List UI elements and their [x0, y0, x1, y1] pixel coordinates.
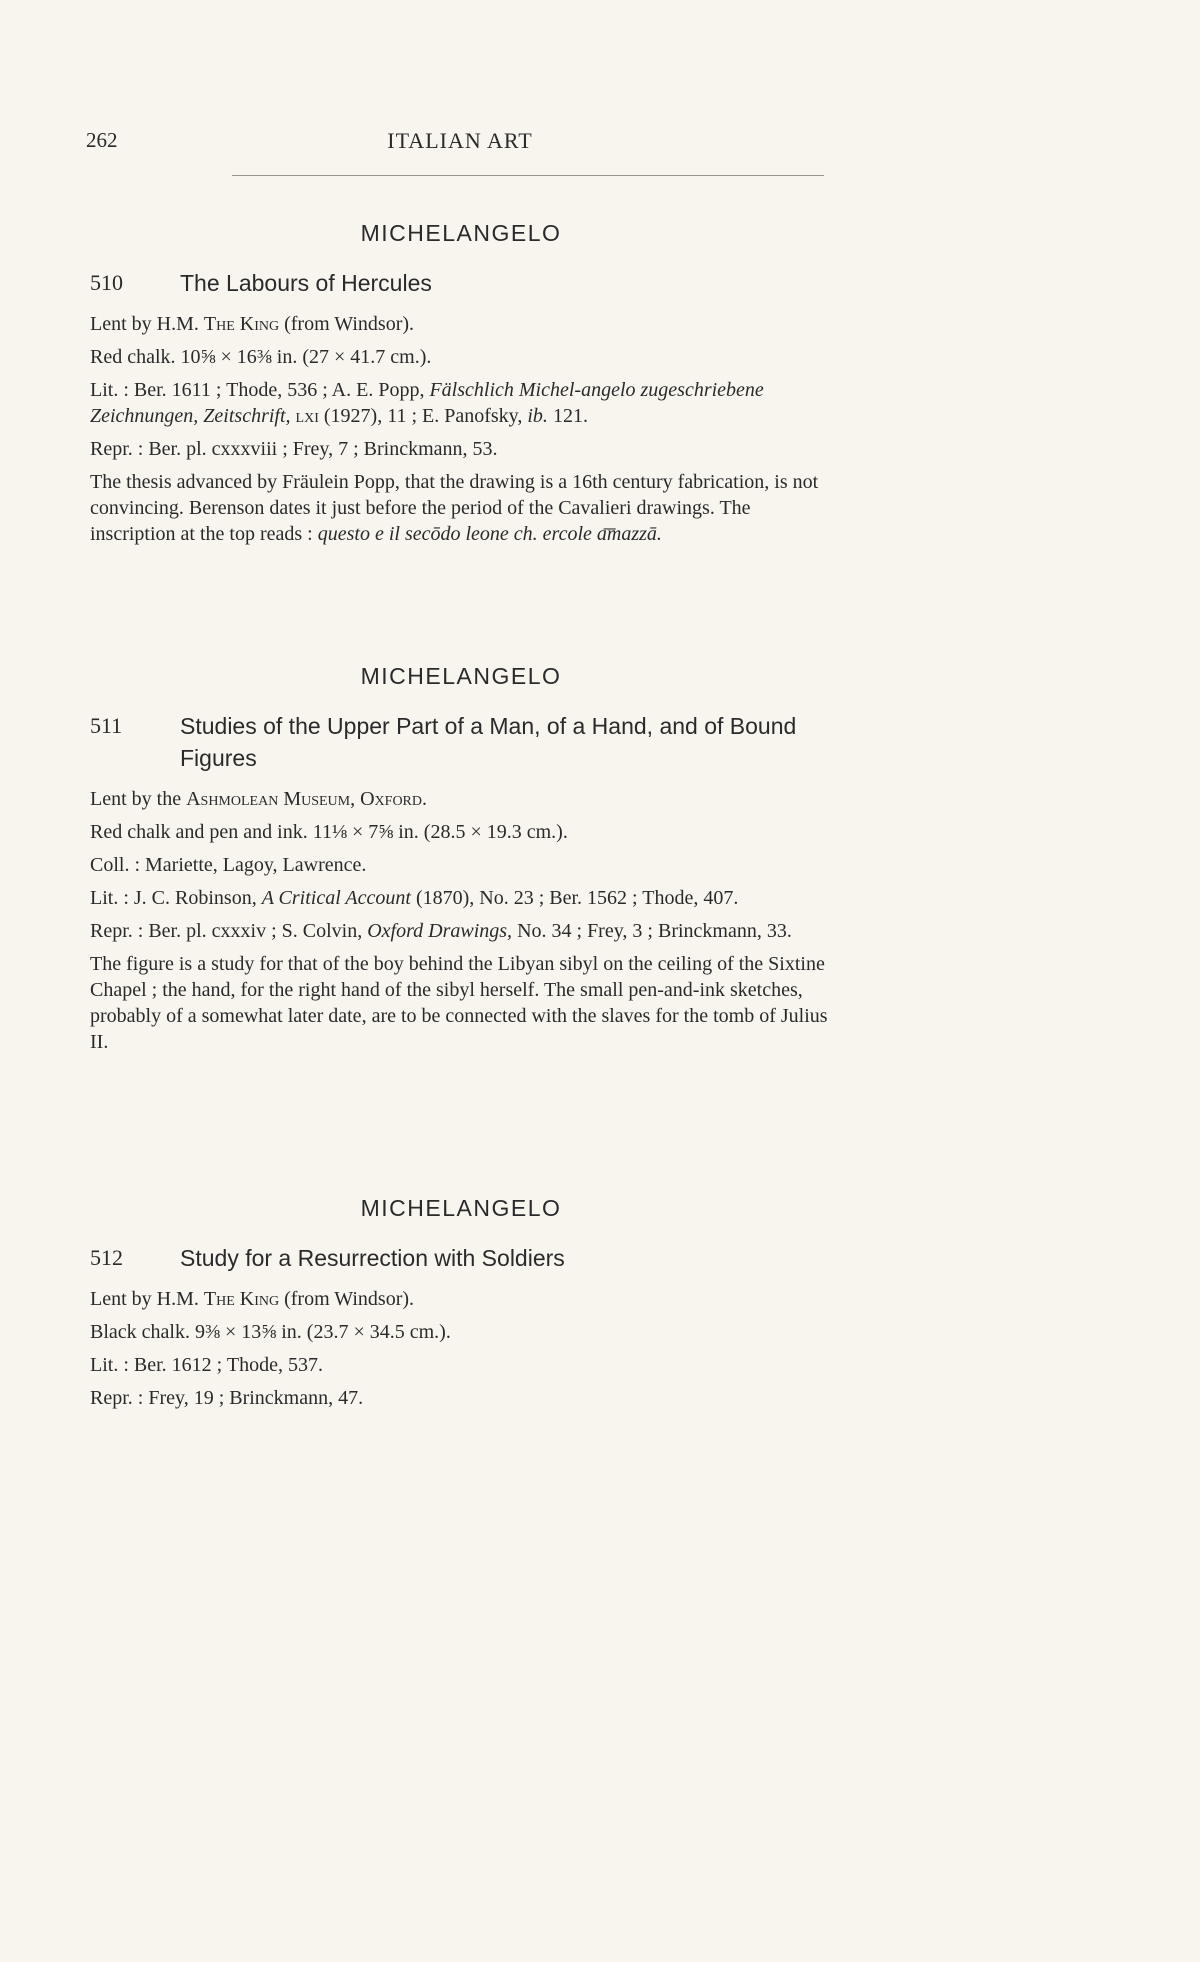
work-title: Study for a Resurrection with Soldiers — [180, 1245, 565, 1271]
work-title: Studies of the Upper Part of a Man, of a Hand, and of Bound Figures — [180, 713, 797, 771]
page-header — [86, 128, 834, 160]
lender-name: Ashmolean Museum, Oxford. — [186, 788, 428, 810]
artist-heading: MICHELANGELO — [360, 1195, 562, 1221]
collection-line: Coll. : Mariette, Lagoy, Lawrence. — [90, 854, 367, 876]
reproductions-line: Repr. : Ber. pl. cxxxiv ; S. Colvin, Oxford Drawings, No. 34 ; Frey, 3 ; Brinckmann, 33. — [90, 920, 792, 942]
catalogue-number: 511 — [90, 713, 123, 738]
lender-name: The King — [203, 1288, 280, 1310]
entry-title-row — [90, 267, 832, 299]
catalogue-entry-511 — [90, 663, 832, 1055]
work-title: The Labours of Hercules — [180, 270, 432, 296]
literature-line: Lit. : Ber. 1612 ; Thode, 537. — [90, 1354, 323, 1376]
catalogue-entry-510 — [90, 220, 832, 547]
catalogue-number: 510 — [90, 270, 123, 295]
commentary-text: The thesis advanced by Fräulein Popp, that the drawing is a 16th century fabrication, is not convincing. Berenson dates it just before the period of the Cavalieri drawings. The inscription at the top reads : questo e il secōdo leone ch. ercole a͞mazzā. — [90, 471, 819, 545]
lender-line: Lent by H.M. The King (from Windsor). — [90, 1288, 415, 1310]
medium-line: Red chalk and pen and ink. 11⅛ × 7⅝ in. (28.5 × 19.3 cm.). — [90, 821, 568, 843]
lender-name: The King — [203, 313, 280, 335]
artist-heading: MICHELANGELO — [360, 220, 562, 246]
medium-line: Black chalk. 9⅜ × 13⅝ in. (23.7 × 34.5 cm.). — [90, 1321, 451, 1343]
lender-line: Lent by the Ashmolean Museum, Oxford. — [90, 788, 428, 810]
literature-line: Lit. : J. C. Robinson, A Critical Account (1870), No. 23 ; Ber. 1562 ; Thode, 407. — [90, 887, 739, 909]
page-number: 262 — [86, 128, 118, 152]
lender-line: Lent by H.M. The King (from Windsor). — [90, 313, 415, 335]
artist-heading: MICHELANGELO — [360, 663, 562, 689]
header-rule — [232, 175, 824, 176]
entry-title-row — [90, 1242, 832, 1274]
reproductions-line: Repr. : Frey, 19 ; Brinckmann, 47. — [90, 1387, 364, 1409]
commentary-text: The figure is a study for that of the boy behind the Libyan sibyl on the ceiling of the Sixtine Chapel ; the hand, for the right hand of the sibyl herself. The small pen-and-ink sketches, probably of a somewhat later date, are to be connected with the slaves for the tomb of Julius II. — [90, 953, 828, 1053]
running-title: ITALIAN ART — [387, 128, 533, 153]
medium-line: Red chalk. 10⅝ × 16⅜ in. (27 × 41.7 cm.). — [90, 346, 432, 368]
literature-line: Lit. : Ber. 1611 ; Thode, 536 ; A. E. Popp, Fälschlich Michel-angelo zugeschriebene Zeichnungen, Zeitschrift, lxi (1927), 11 ; E. Panofsky, ib. 121. — [90, 379, 764, 427]
catalogue-entry-512 — [90, 1195, 832, 1418]
catalogue-number: 512 — [90, 1245, 123, 1270]
entry-title-row — [90, 710, 832, 774]
reproductions-line: Repr. : Ber. pl. cxxxviii ; Frey, 7 ; Brinckmann, 53. — [90, 438, 498, 460]
inscription-text: questo e il secōdo leone ch. ercole a͞mazzā. — [317, 523, 662, 545]
